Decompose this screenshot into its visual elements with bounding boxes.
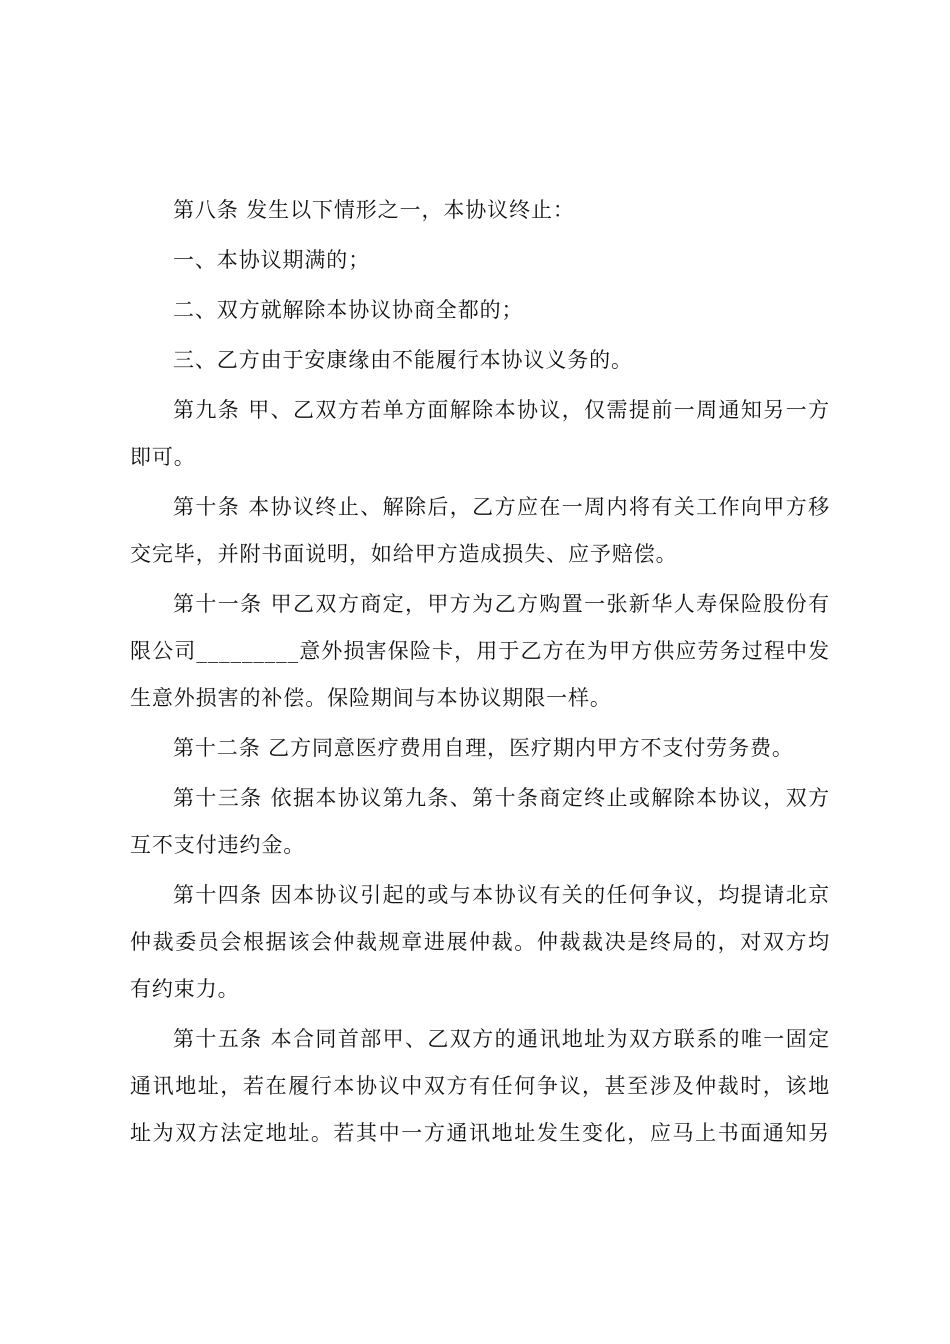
article-14-line-3: 有约束力。: [130, 977, 240, 1001]
article-9-line-2: 即可。: [130, 445, 196, 469]
article-9-line-1: 第九条 甲、乙双方若单方面解除本协议，仅需提前一周通知另一方: [173, 398, 830, 422]
article-11-line-2: 限公司_________意外损害保险卡，用于乙方在为甲方供应劳务过程中发: [130, 639, 830, 663]
article-11-line-3: 生意外损害的补偿。保险期间与本协议期限一样。: [130, 686, 612, 710]
article-14-line-1: 第十四条 因本协议引起的或与本协议有关的任何争议，均提请北京: [173, 883, 830, 907]
article-10-line-2: 交完毕，并附书面说明，如给甲方造成损失、应予赔偿。: [130, 542, 678, 566]
article-12-line-1: 第十二条 乙方同意医疗费用自理，医疗期内甲方不支付劳务费。: [173, 736, 794, 760]
article-10-line-1: 第十条 本协议终止、解除后，乙方应在一周内将有关工作向甲方移: [173, 495, 830, 519]
article-8-item-3: 三、乙方由于安康缘由不能履行本协议义务的。: [173, 348, 633, 372]
article-13-line-1: 第十三条 依据本协议第九条、第十条商定终止或解除本协议，双方: [173, 786, 830, 810]
article-15-line-3: 址为双方法定地址。若其中一方通讯地址发生变化，应马上书面通知另: [130, 1121, 830, 1145]
article-8-item-2: 二、双方就解除本协议协商全都的；: [173, 298, 524, 322]
article-13-line-2: 互不支付违约金。: [130, 833, 306, 857]
article-8-item-1: 一、本协议期满的；: [173, 248, 371, 272]
article-14-line-2: 仲裁委员会根据该会仲裁规章进展仲裁。仲裁裁决是终局的，对双方均: [130, 930, 830, 954]
article-8-heading: 第八条 发生以下情形之一，本协议终止：: [173, 198, 575, 222]
article-11-line-1: 第十一条 甲乙双方商定，甲方为乙方购置一张新华人寿保险股份有: [173, 592, 830, 616]
document-body: [130, 187, 830, 1157]
article-15-line-1: 第十五条 本合同首部甲、乙双方的通讯地址为双方联系的唯一固定: [173, 1027, 830, 1051]
article-15-line-2: 通讯地址，若在履行本协议中双方有任何争议，甚至涉及仲裁时，该地: [130, 1074, 830, 1098]
